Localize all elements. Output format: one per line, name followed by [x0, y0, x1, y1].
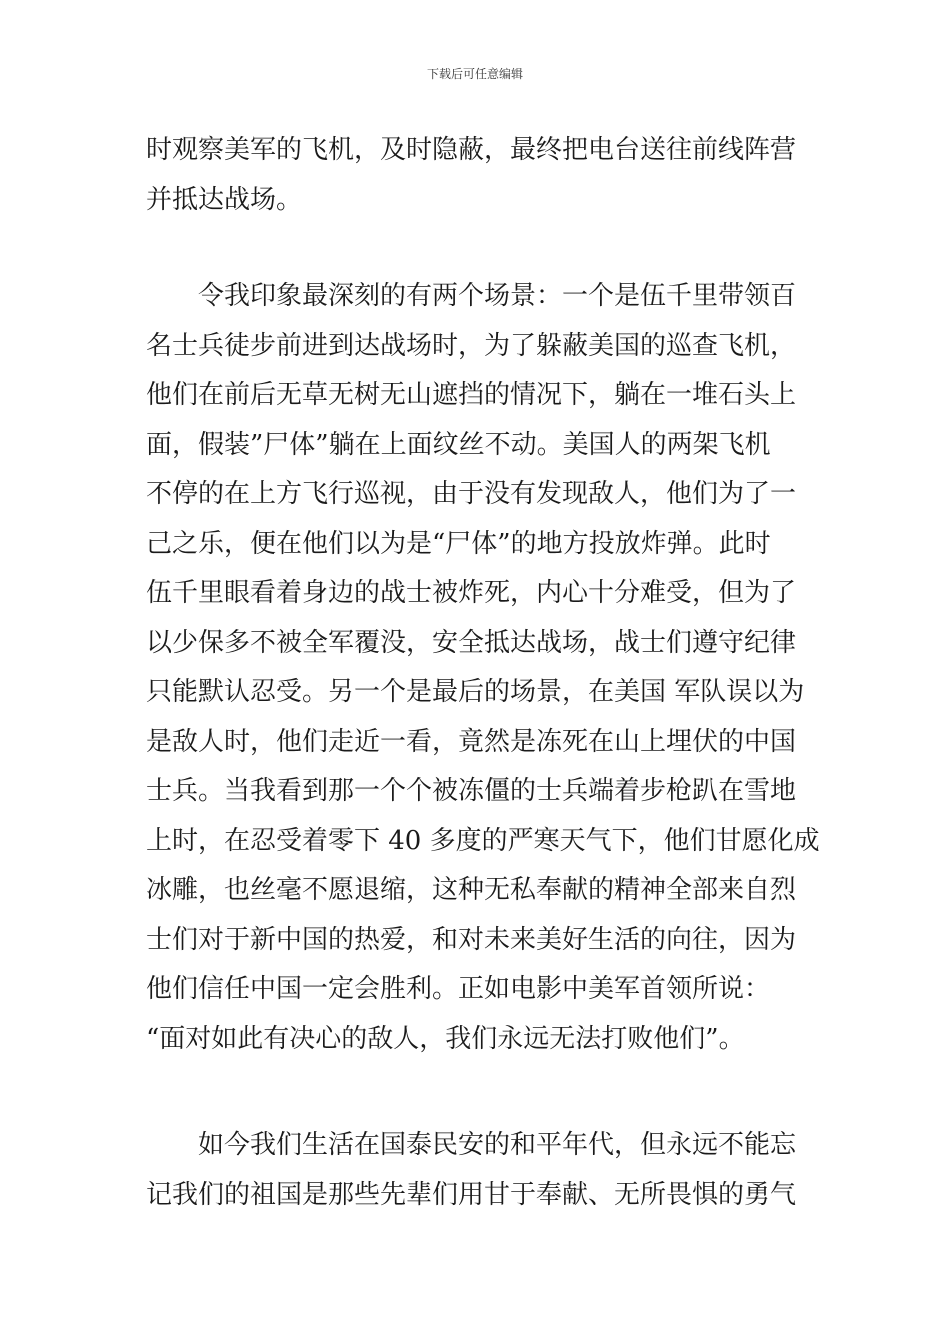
- text-line: 名士兵徒步前进到达战场时，为了躲蔽美国的巡查飞机，: [146, 330, 797, 361]
- page-header: 下载后可任意编辑: [426, 67, 523, 81]
- text-line: 只能默认忍受。另一个是最后的场景，在美国 军队误以为: [146, 677, 805, 707]
- text-line: 己之乐，便在他们以为是“尸体”的地方投放炸弹。此时: [146, 528, 771, 559]
- text-line: 冰雕，也丝毫不愿退缩，这种无私奉献的精神全部来自烈: [146, 875, 797, 905]
- text-line: 是敌人时，他们走近一看，竟然是冻死在山上埋伏的中国: [146, 726, 797, 757]
- paragraph-2: [146, 272, 820, 1064]
- text-line: 并抵达战场。: [146, 184, 303, 215]
- text-line: 士兵。当我看到那一个个被冻僵的士兵端着步枪趴在雪地: [146, 776, 797, 806]
- text-line: 以少保多不被全军覆没，安全抵达战场，战士们遵守纪律: [146, 627, 797, 658]
- text-line: 记我们的祖国是那些先辈们用甘于奉献、无所畏惧的勇气: [146, 1179, 797, 1210]
- text-line: 他们在前后无草无树无山遮挡的情况下，躺在一堆石头上: [146, 380, 797, 410]
- text-line: 如今我们生活在国泰民安的和平年代，但永远不能忘: [198, 1130, 797, 1160]
- text-line: 士们对于新中国的热爱，和对未来美好生活的向往，因为: [146, 924, 797, 955]
- text-line: “面对如此有决心的敌人，我们永远无法打败他们”。: [146, 1023, 745, 1054]
- text-line: 不停的在上方飞行巡视，由于没有发现敌人，他们为了一: [146, 479, 797, 509]
- text-line: 时观察美军的飞机，及时隐蔽，最终把电台送往前线阵营: [146, 135, 797, 165]
- text-line: 他们信任中国一定会胜利。正如电影中美军首领所说：: [146, 974, 771, 1004]
- text-line: 上时，在忍受着零下 40 多度的严寒天气下，他们甘愿化成: [146, 825, 820, 856]
- text-line: 令我印象最深刻的有两个场景：一个是伍千里带领百: [198, 281, 797, 311]
- paragraph-1: [146, 126, 806, 225]
- paragraph-3: [146, 1121, 806, 1220]
- text-line: 伍千里眼看着身边的战士被炸死，内心十分难受，但为了: [146, 578, 797, 608]
- text-line: 面，假装”尸体”躺在上面纹丝不动。美国人的两架飞机: [146, 429, 771, 460]
